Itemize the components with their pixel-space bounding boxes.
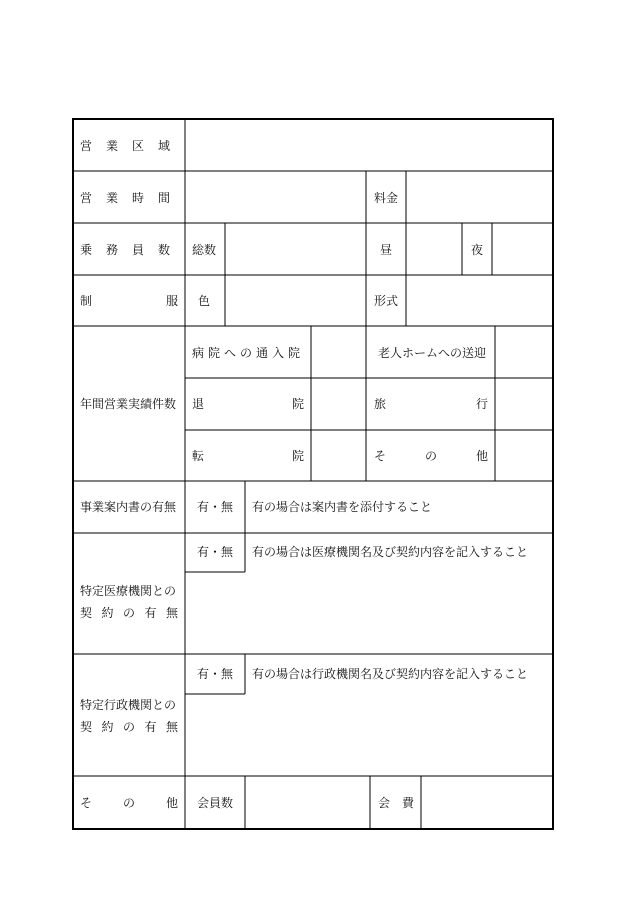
note-tokutei-iryo: 有の場合は医療機関名及び契約内容を記入すること <box>252 545 529 559</box>
label-eigyo-jikan: 営業時間 <box>80 191 185 205</box>
label-tokutei-iryo-1: 特定医療機関との <box>80 584 177 598</box>
label-jigyo-annai: 事業案内書の有無 <box>80 500 177 514</box>
label-char: 無 <box>165 720 178 734</box>
label-kaiin-su: 会員数 <box>197 796 234 810</box>
label-char: の <box>122 606 135 620</box>
label-char: 退 <box>192 397 205 411</box>
umu-jigyo-annai[interactable]: 有・無 <box>196 500 233 514</box>
umu-tokutei-gyosei[interactable]: 有・無 <box>196 667 233 681</box>
label-char: 契 <box>80 720 93 734</box>
label-ryokin: 料金 <box>374 191 399 205</box>
label-tokutei-iryo-2 <box>80 606 178 620</box>
label-tenin <box>192 449 304 463</box>
label-char: 他 <box>475 449 488 463</box>
label-tokutei-gyosei-2 <box>80 720 178 734</box>
note-tokutei-gyosei: 有の場合は行政機関名及び契約内容を記入すること <box>252 667 529 681</box>
note-jigyo-annai: 有の場合は案内書を添付すること <box>252 500 433 514</box>
label-char: 他 <box>165 796 178 810</box>
label-nenkan-sonota <box>374 449 488 463</box>
label-char: そ <box>80 796 93 810</box>
label-char: の <box>424 449 437 463</box>
label-char: 旅 <box>374 397 387 411</box>
label-char: 約 <box>101 720 114 734</box>
umu-tokutei-iryo[interactable]: 有・無 <box>196 545 233 559</box>
label-char: 約 <box>101 606 114 620</box>
label-taiin <box>192 397 304 411</box>
label-rojin-home: 老人ホームへの送迎 <box>378 346 487 360</box>
label-ryoko <box>374 397 488 411</box>
label-char: の <box>122 720 135 734</box>
label-jomuin-su: 乗務員数 <box>80 243 185 257</box>
label-seifuku <box>80 294 178 308</box>
label-hiru: 昼 <box>379 243 392 257</box>
label-eigyo-kuiki: 営業区域 <box>80 139 185 153</box>
label-iro: 色 <box>198 294 211 308</box>
label-byoin-tsuin: 病院への通入院 <box>192 346 305 360</box>
label-sosu: 総数 <box>192 243 217 257</box>
label-kaihi: 会費 <box>378 796 427 810</box>
label-char: 院 <box>291 397 304 411</box>
label-char: 転 <box>192 449 205 463</box>
label-nenkan-jisseki: 年間営業実績件数 <box>80 397 177 411</box>
label-yoru: 夜 <box>470 243 483 257</box>
label-char: 行 <box>475 397 488 411</box>
label-keishiki: 形式 <box>374 294 399 308</box>
label-char: 無 <box>165 606 178 620</box>
label-char: 院 <box>291 449 304 463</box>
label-char: そ <box>374 449 387 463</box>
label-char: 有 <box>144 720 157 734</box>
label-char: 契 <box>80 606 93 620</box>
label-char: 服 <box>165 294 178 308</box>
label-sonota <box>80 796 178 810</box>
label-char: の <box>122 796 135 810</box>
label-char: 制 <box>80 294 93 308</box>
label-char: 有 <box>144 606 157 620</box>
label-tokutei-gyosei-1: 特定行政機関との <box>80 698 177 712</box>
